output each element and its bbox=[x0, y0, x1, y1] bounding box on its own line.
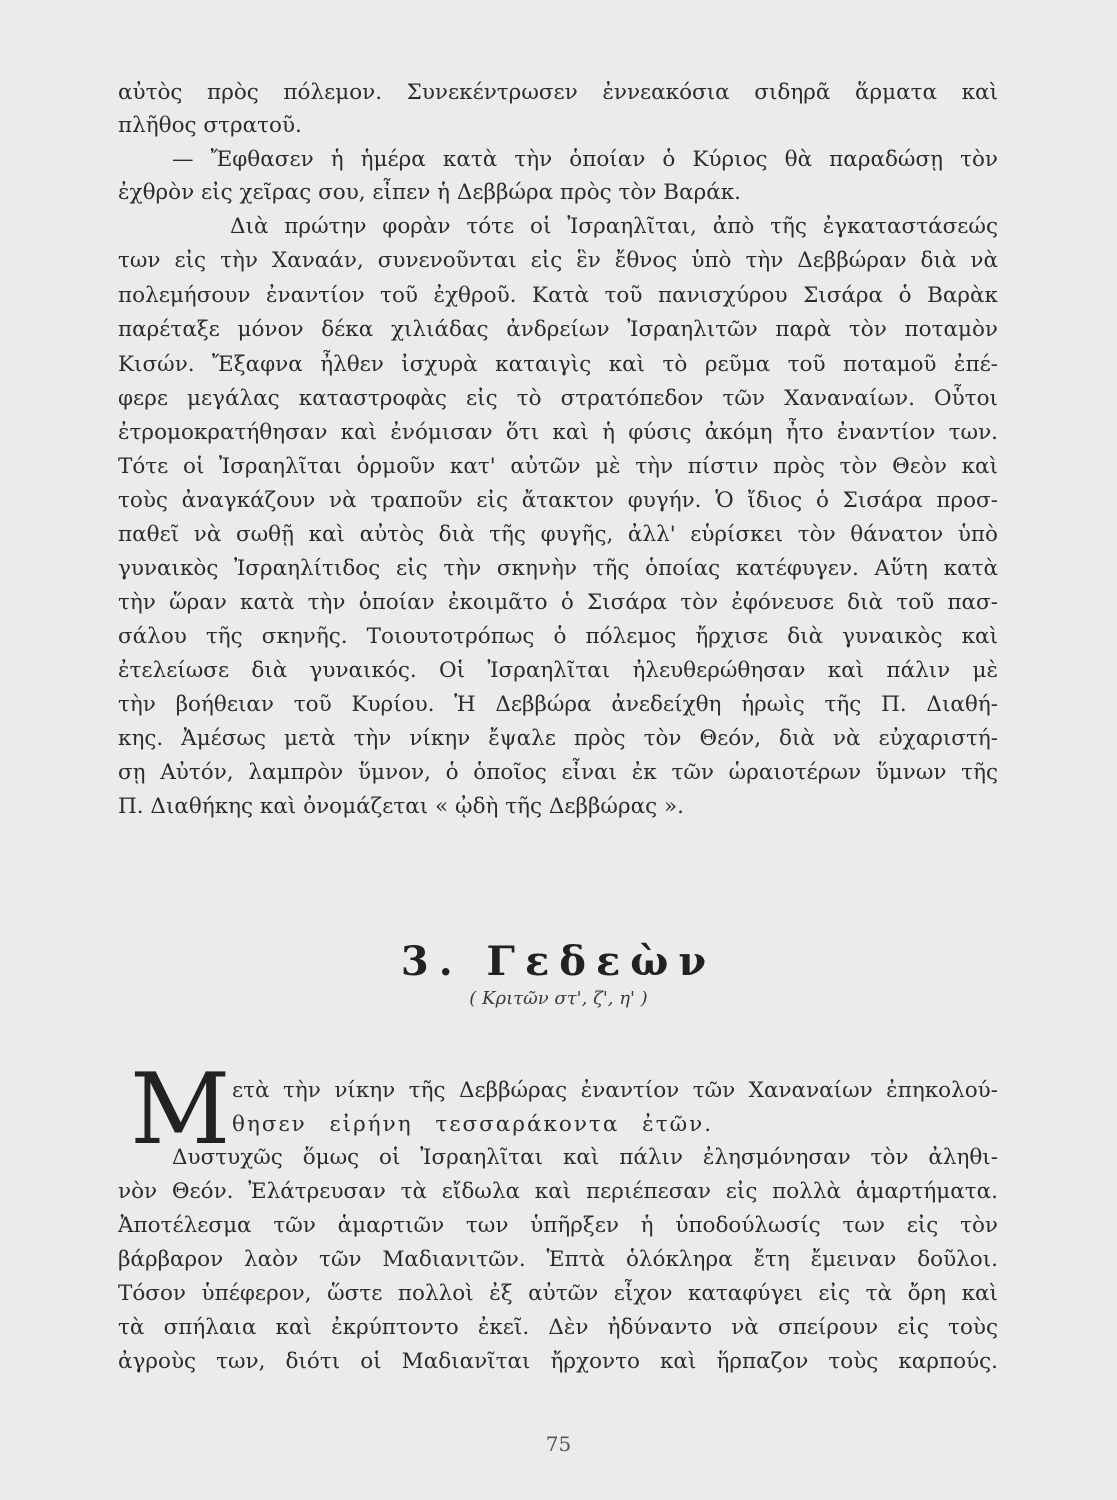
text-line: παθεῖ νὰ σωθῇ καὶ αὐτὸς διὰ τῆς φυγῆς, ἀλλ' εὑρίσκει τὸν θάνατον ὑπὸ bbox=[118, 522, 998, 547]
text-line: ετὰ τὴν νίκην τῆς Δεββώρας ἐναντίον τῶν Χαναναίων ἐπηκολού- bbox=[232, 1078, 998, 1103]
text-line: κης. Ἀμέσως μετὰ τὴν νίκην ἔψαλε πρὸς τὸν Θεόν, διὰ νὰ εὐχαριστή- bbox=[118, 726, 998, 751]
text-line: παρέταξε μόνον δέκα χιλιάδας ἀνδρείων Ἰσραηλιτῶν παρὰ τὸν ποταμὸν bbox=[118, 317, 998, 342]
text-line: — Ἔφθασεν ἡ ἡμέρα κατὰ τὴν ὁποίαν ὁ Κύριος θὰ παραδώσῃ τὸν bbox=[172, 147, 998, 172]
text-line: νὸν Θεόν. Ἐλάτρευσαν τὰ εἴδωλα καὶ περιέπεσαν εἰς πολλὰ ἁμαρτήματα. bbox=[118, 1179, 998, 1204]
text-line: Π. Διαθήκης καὶ ὀνομάζεται « ᾠδὴ τῆς Δεββώρας ». bbox=[118, 794, 684, 819]
text-line: των εἰς τὴν Χαναάν, συνενοῦνται εἰς ἓν ἔθνος ὑπὸ τὴν Δεββώραν διὰ νὰ bbox=[118, 248, 998, 273]
page-number: 75 bbox=[545, 1432, 572, 1456]
text-line: πλῆθος στρατοῦ. bbox=[118, 113, 302, 138]
text-line: τὴν βοήθειαν τοῦ Κυρίου. Ἡ Δεββώρα ἀνεδείχθη ἡρωὶς τῆς Π. Διαθή- bbox=[118, 692, 998, 717]
text-line: βάρβαρον λαὸν τῶν Μαδιανιτῶν. Ἑπτὰ ὁλόκληρα ἔτη ἔμειναν δοῦλοι. bbox=[118, 1247, 998, 1272]
text-line: φερε μεγάλας καταστροφὰς εἰς τὸ στρατόπεδον τῶν Χαναναίων. Οὗτοι bbox=[118, 386, 998, 411]
text-line: πολεμήσουν ἐναντίον τοῦ ἐχθροῦ. Κατὰ τοῦ πανισχύρου Σισάρα ὁ Βαρὰκ bbox=[118, 283, 998, 308]
text-line: ἐτρομοκρατήθησαν καὶ ἐνόμισαν ὅτι καὶ ἡ φύσις ἀκόμη ἦτο ἐναντίον των. bbox=[118, 420, 998, 445]
drop-cap: Μ bbox=[130, 1053, 231, 1167]
text-line: αὐτὸς πρὸς πόλεμον. Συνεκέντρωσεν ἐννεακόσια σιδηρᾶ ἅρματα καὶ bbox=[118, 80, 998, 105]
text-line: τὴν ὥραν κατὰ τὴν ὁποίαν ἐκοιμᾶτο ὁ Σισάρα τὸν ἐφόνευσε διὰ τοῦ πασ- bbox=[118, 590, 998, 615]
section-subheading: ( Κριτῶν στ', ζ', η' ) bbox=[469, 988, 648, 1009]
text-line: θησεν εἰρήνη τεσσαράκοντα ἐτῶν. bbox=[232, 1112, 714, 1137]
text-line: Τότε οἱ Ἰσραηλῖται ὁρμοῦν κατ' αὐτῶν μὲ τὴν πίστιν πρὸς τὸν Θεὸν καὶ bbox=[118, 454, 998, 479]
section-heading: 3. Γεδεὼν bbox=[400, 938, 717, 985]
text-line: τοὺς ἀναγκάζουν νὰ τραποῦν εἰς ἄτακτον φυγήν. Ὁ ἴδιος ὁ Σισάρα προσ- bbox=[118, 488, 998, 513]
text-line: σῃ Αὐτόν, λαμπρὸν ὕμνον, ὁ ὁποῖος εἶναι ἐκ τῶν ὡραιοτέρων ὕμνων τῆς bbox=[118, 760, 998, 785]
text-line: ἀγροὺς των, διότι οἱ Μαδιανῖται ἤρχοντο καὶ ἥρπαζον τοὺς καρπούς. bbox=[118, 1349, 998, 1374]
text-line: τὰ σπήλαια καὶ ἐκρύπτοντο ἐκεῖ. Δὲν ἠδύναντο νὰ σπείρουν εἰς τοὺς bbox=[118, 1315, 998, 1340]
text-line: Ἀποτέλεσμα τῶν ἁμαρτιῶν των ὑπῆρξεν ἡ ὑποδούλωσίς των εἰς τὸν bbox=[118, 1213, 998, 1238]
text-line: γυναικὸς Ἰσραηλίτιδος εἰς τὴν σκηνὴν τῆς ὁποίας κατέφυγεν. Αὕτη κατὰ bbox=[118, 556, 998, 581]
text-line: Διὰ πρώτην φορὰν τότε οἱ Ἰσραηλῖται, ἀπὸ τῆς ἐγκαταστάσεώς bbox=[230, 214, 998, 239]
text-line: ἐχθρὸν εἰς χεῖρας σου, εἶπεν ἡ Δεββώρα πρὸς τὸν Βαράκ. bbox=[118, 180, 742, 205]
text-line: Κισών. Ἔξαφνα ἦλθεν ἰσχυρὰ καταιγὶς καὶ τὸ ρεῦμα τοῦ ποταμοῦ ἐπέ- bbox=[118, 352, 998, 377]
text-line: Τόσον ὑπέφερον, ὥστε πολλοὶ ἐξ αὐτῶν εἶχον καταφύγει εἰς τὰ ὄρη καὶ bbox=[118, 1281, 998, 1306]
text-line: ἐτελείωσε διὰ γυναικός. Οἱ Ἰσραηλῖται ἠλευθερώθησαν καὶ πάλιν μὲ bbox=[118, 658, 998, 683]
text-line: σάλου τῆς σκηνῆς. Τοιουτοτρόπως ὁ πόλεμος ἤρχισε διὰ γυναικὸς καὶ bbox=[118, 624, 998, 649]
text-line: Δυστυχῶς ὅμως οἱ Ἰσραηλῖται καὶ πάλιν ἐλησμόνησαν τὸν ἀληθι- bbox=[172, 1145, 998, 1170]
